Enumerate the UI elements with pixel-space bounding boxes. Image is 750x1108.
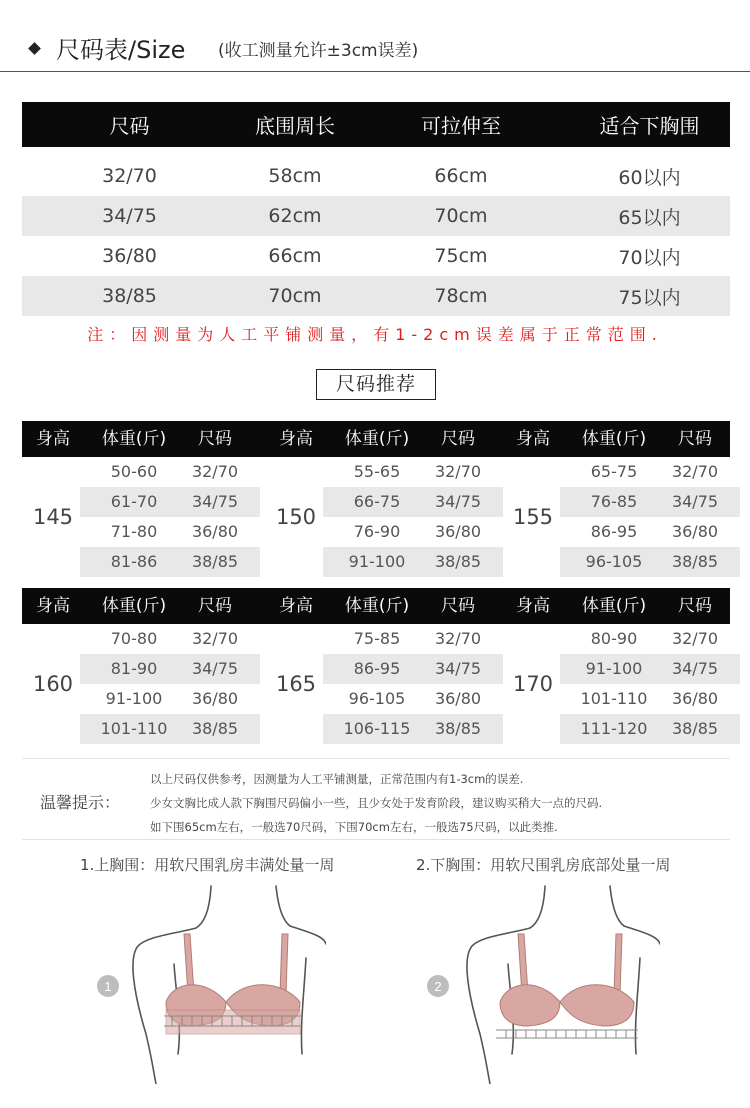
- table-row: [22, 156, 730, 196]
- weight-range: 111-120: [580, 719, 648, 738]
- weight-range: 86-95: [353, 659, 401, 678]
- size-value: 34/75: [671, 659, 719, 678]
- size-value: 34/75: [191, 492, 239, 511]
- table-cell: 36/80: [102, 245, 157, 267]
- size-value: 38/85: [434, 552, 482, 571]
- column-header-underbust: 适合下胸围: [599, 114, 700, 138]
- recommend-block-1: [22, 421, 730, 577]
- column-header-size: 尺码: [109, 114, 150, 138]
- weight-range: 76-85: [590, 492, 638, 511]
- recommend-header-label: 身高: [516, 596, 550, 616]
- table-cell: 60以内: [618, 166, 681, 189]
- illustration-caption-2: 2.下胸围：用软尺围乳房底部处量一周: [416, 856, 671, 874]
- size-value: 36/80: [191, 522, 239, 541]
- recommend-header-label: 体重(斤): [101, 429, 167, 449]
- tips-line-2: 少女文胸比成人款下胸围尺码偏小一些，且少女处于发育阶段，建议购买稍大一点的尺码.: [150, 796, 603, 810]
- recommend-header-label: 体重(斤): [344, 596, 410, 616]
- weight-range: 66-75: [353, 492, 401, 511]
- weight-range: 55-65: [353, 462, 401, 481]
- size-value: 32/70: [191, 629, 239, 648]
- size-value: 32/70: [434, 629, 482, 648]
- table-row: [22, 236, 730, 276]
- size-value: 38/85: [191, 552, 239, 571]
- recommend-header-label: 尺码: [678, 596, 712, 616]
- size-value: 34/75: [434, 492, 482, 511]
- size-table: [22, 102, 730, 316]
- weight-range: 76-90: [353, 522, 401, 541]
- table-cell: 38/85: [102, 285, 157, 307]
- size-value: 32/70: [671, 629, 719, 648]
- weight-range: 96-105: [348, 689, 406, 708]
- weight-range: 96-105: [585, 552, 643, 571]
- height-value: 160: [32, 672, 74, 696]
- recommend-header-label: 尺码: [441, 596, 475, 616]
- size-value: 32/70: [671, 462, 719, 481]
- recommend-header-label: 尺码: [198, 596, 232, 616]
- recommend-header: [22, 588, 730, 624]
- column-header-stretch: 可拉伸至: [421, 114, 501, 138]
- table-cell: 66cm: [434, 165, 488, 187]
- recommend-header-label: 体重(斤): [344, 429, 410, 449]
- illustration-caption-1: 1.上胸围：用软尺围乳房丰满处量一周: [80, 856, 335, 874]
- size-value: 36/80: [191, 689, 239, 708]
- size-value: 32/70: [191, 462, 239, 481]
- table-row: [22, 276, 730, 316]
- height-value: 145: [32, 505, 74, 529]
- column-header-band-length: 底围周长: [255, 114, 335, 138]
- weight-range: 91-100: [585, 659, 643, 678]
- weight-range: 65-75: [590, 462, 638, 481]
- size-value: 38/85: [434, 719, 482, 738]
- page-header: [0, 0, 750, 72]
- size-value: 34/75: [434, 659, 482, 678]
- table-cell: 70cm: [268, 285, 322, 307]
- recommend-header: [22, 421, 730, 457]
- size-value: 36/80: [434, 689, 482, 708]
- recommend-header-label: 尺码: [678, 429, 712, 449]
- table-cell: 34/75: [102, 205, 157, 227]
- size-value: 36/80: [671, 689, 719, 708]
- recommend-row: [22, 517, 730, 547]
- table-cell: 65以内: [618, 206, 681, 229]
- size-value: 38/85: [671, 552, 719, 571]
- table-cell: 66cm: [268, 245, 322, 267]
- weight-range: 71-80: [110, 522, 158, 541]
- table-cell: 70cm: [434, 205, 488, 227]
- table-cell: 62cm: [268, 205, 322, 227]
- recommend-row: [22, 457, 730, 487]
- diamond-bullet-icon: [28, 42, 41, 55]
- recommend-row: [22, 714, 730, 744]
- recommend-row: [22, 487, 730, 517]
- weight-range: 70-80: [110, 629, 158, 648]
- underbust-measure-illustration-icon: [420, 884, 660, 1084]
- weight-range: 61-70: [110, 492, 158, 511]
- bust-measure-illustration-icon: [86, 884, 326, 1084]
- size-value: 38/85: [671, 719, 719, 738]
- table-row: [22, 196, 730, 236]
- size-value: 34/75: [191, 659, 239, 678]
- page-subtitle: (收工测量允许±3cm误差): [218, 41, 419, 61]
- height-value: 150: [275, 505, 317, 529]
- height-value: 170: [512, 672, 554, 696]
- recommend-header-label: 身高: [516, 429, 550, 449]
- recommend-header-label: 身高: [36, 429, 70, 449]
- recommend-header-label: 体重(斤): [581, 596, 647, 616]
- recommend-header-label: 体重(斤): [101, 596, 167, 616]
- weight-range: 106-115: [343, 719, 411, 738]
- size-value: 38/85: [191, 719, 239, 738]
- recommend-header-label: 尺码: [441, 429, 475, 449]
- weight-range: 50-60: [110, 462, 158, 481]
- step-badge-2-label: 2: [434, 979, 442, 994]
- weight-range: 81-86: [110, 552, 158, 571]
- recommend-header-label: 身高: [279, 429, 313, 449]
- step-badge-1-label: 1: [104, 979, 112, 994]
- weight-range: 101-110: [580, 689, 648, 708]
- table-cell: 75cm: [434, 245, 488, 267]
- recommend-block-2: [22, 588, 730, 744]
- size-value: 32/70: [434, 462, 482, 481]
- recommend-title: 尺码推荐: [316, 369, 436, 400]
- weight-range: 75-85: [353, 629, 401, 648]
- page-title: 尺码表/Size: [56, 36, 186, 64]
- tips-label: 温馨提示：: [40, 793, 121, 812]
- recommend-row: [22, 684, 730, 714]
- measurement-note: 注：因测量为人工平铺测量，有1-2cm误差属于正常范围.: [87, 325, 663, 344]
- recommend-header-label: 体重(斤): [581, 429, 647, 449]
- recommend-header-label: 尺码: [198, 429, 232, 449]
- tips-line-1: 以上尺码仅供参考，因测量为人工平铺测量，正常范围内有1-3cm的误差.: [150, 772, 524, 786]
- table-cell: 75以内: [618, 286, 681, 309]
- tips-section: [22, 758, 730, 840]
- table-cell: 70以内: [618, 246, 681, 269]
- size-value: 36/80: [434, 522, 482, 541]
- table-cell: 32/70: [102, 165, 157, 187]
- table-cell: 58cm: [268, 165, 322, 187]
- recommend-row: [22, 624, 730, 654]
- weight-range: 80-90: [590, 629, 638, 648]
- recommend-header-label: 身高: [279, 596, 313, 616]
- size-value: 36/80: [671, 522, 719, 541]
- recommend-header-label: 身高: [36, 596, 70, 616]
- weight-range: 91-100: [105, 689, 163, 708]
- height-value: 155: [512, 505, 554, 529]
- recommend-row: [22, 654, 730, 684]
- weight-range: 81-90: [110, 659, 158, 678]
- weight-range: 86-95: [590, 522, 638, 541]
- weight-range: 101-110: [100, 719, 168, 738]
- table-cell: 78cm: [434, 285, 488, 307]
- recommend-row: [22, 547, 730, 577]
- size-table-header: [22, 102, 730, 147]
- height-value: 165: [275, 672, 317, 696]
- size-value: 34/75: [671, 492, 719, 511]
- weight-range: 91-100: [348, 552, 406, 571]
- tips-line-3: 如下围65cm左右，一般选70尺码，下围70cm左右，一般选75尺码，以此类推.: [150, 820, 558, 834]
